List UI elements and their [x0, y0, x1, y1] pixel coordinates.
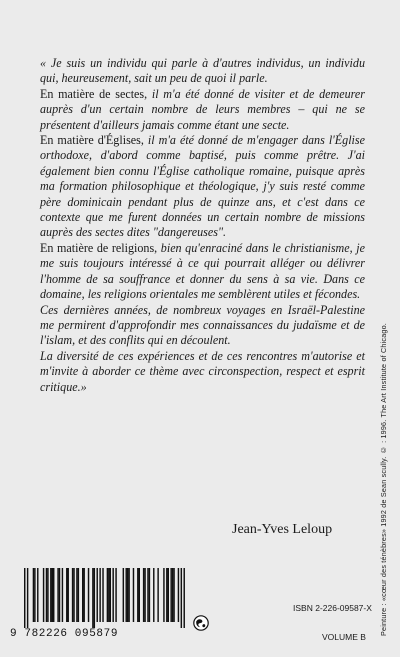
paragraph-religions: En matière de religions, bien qu'enraciné dans le christianisme, je me suis toujours intéressé à ce qui pourrait alléger ou délivrer l'homme de sa souffrance et donner du sens à sa vie. Dans ce domaine, les religions orientales me semblèrent utiles et fécondes. [40, 240, 365, 302]
barcode-bar [72, 568, 73, 622]
paragraph-sects: En matière de sectes, il m'a été donné de visiter et de demeurer auprès d'un certain nombre de leurs membres – qui ne se présentent d'ailleurs jamais comme étant une secte. [40, 86, 366, 132]
barcode-bar [83, 568, 84, 622]
barcode-bar [24, 568, 25, 628]
barcode-bar [115, 568, 116, 622]
barcode-bar [143, 568, 144, 622]
barcode-bar [52, 568, 53, 622]
barcode-bar [153, 568, 154, 622]
barcode-bar [139, 568, 140, 622]
barcode-bar [123, 568, 124, 622]
paragraph-travels: Ces dernières années, de nombreux voyages en Israël-Palestine me permirent d'approfondir mes connaissances du judaïsme et de l'islam, et des conflits qui en découlent. [40, 302, 365, 348]
barcode-bar [82, 568, 83, 622]
barcode-bar [99, 568, 100, 622]
barcode-bar [43, 568, 44, 622]
barcode-bar [59, 568, 60, 622]
barcode-bar [47, 568, 48, 622]
barcode-bar [88, 568, 89, 622]
volume-label: VOLUME B [322, 632, 366, 642]
paragraph-conclusion: La diversité de ces expériences et de ces rencontres m'autorise et m'invite à aborder ce thème avec circonspection, respect et esprit critique.» [40, 348, 365, 394]
barcode-bar [133, 568, 134, 622]
barcode-bar [66, 568, 67, 622]
barcode-bar [112, 568, 113, 622]
barcode-bar [27, 568, 28, 628]
barcode-bar [110, 568, 111, 622]
barcode-bar [126, 568, 127, 622]
barcode-bar [68, 568, 69, 622]
barcode-bar [46, 568, 47, 622]
barcode-bars [10, 568, 186, 628]
barcode-bar [92, 568, 93, 628]
author-name: Jean-Yves Leloup [232, 522, 333, 537]
barcode [10, 568, 186, 646]
barcode-bar [50, 568, 51, 622]
paragraph-churches: En matière d'Églises, il m'a été donné de m'engager dans l'Église orthodoxe, d'abord comme baptisé, puis comme prêtre. J'ai également bien connu l'Église catholique romaine, puisque après ma formation philosophique et théologique, j'y suis resté comme père dominicain pendant plus de quinze ans, et c'est dans ce contexte que me furent données un certain nombre de missions auprès des sectes dites "dangereuses". [40, 133, 365, 240]
isbn-number: ISBN 2-226-09587-X [293, 603, 372, 613]
barcode-digits: 9 782226 095879 [10, 628, 119, 640]
barcode-bar [184, 568, 185, 628]
barcode-bar [170, 568, 171, 622]
barcode-bar [34, 568, 35, 622]
barcode-bar [144, 568, 145, 622]
barcode-bar [97, 568, 98, 622]
barcode-bar [37, 568, 38, 622]
publisher-globe-icon [193, 615, 209, 631]
barcode-bar [163, 568, 164, 622]
barcode-bar [94, 568, 95, 628]
barcode-bar [178, 568, 179, 622]
barcode-bar [76, 568, 77, 622]
barcode-bar [107, 568, 108, 622]
barcode-bar [62, 568, 63, 622]
barcode-bar [149, 568, 150, 622]
barcode-bar [181, 568, 182, 628]
barcode-bar [157, 568, 158, 622]
paragraph-intro: « Je suis un individu qui parle à d'autres individus, un individu qui, heureusement, sait un peu de quoi il parle. [40, 56, 365, 86]
barcode-bar [168, 568, 169, 622]
barcode-bar [108, 568, 109, 622]
blurb-text [40, 56, 365, 395]
barcode-bar [166, 568, 167, 622]
barcode-bar [128, 568, 129, 622]
barcode-bar [53, 568, 54, 622]
barcode-bar [78, 568, 79, 622]
barcode-bar [172, 568, 173, 622]
painting-credit: Peinture : «cœur des ténèbres» 1992 de Sean scully. © : 1996. The Art Institute of Chicago. [379, 322, 388, 636]
barcode-bar [73, 568, 74, 622]
barcode-bar [102, 568, 103, 622]
barcode-bar [147, 568, 148, 622]
barcode-bar [127, 568, 128, 622]
barcode-bar [57, 568, 58, 622]
barcode-bar [33, 568, 34, 622]
barcode-bar [173, 568, 174, 622]
barcode-bar [137, 568, 138, 622]
